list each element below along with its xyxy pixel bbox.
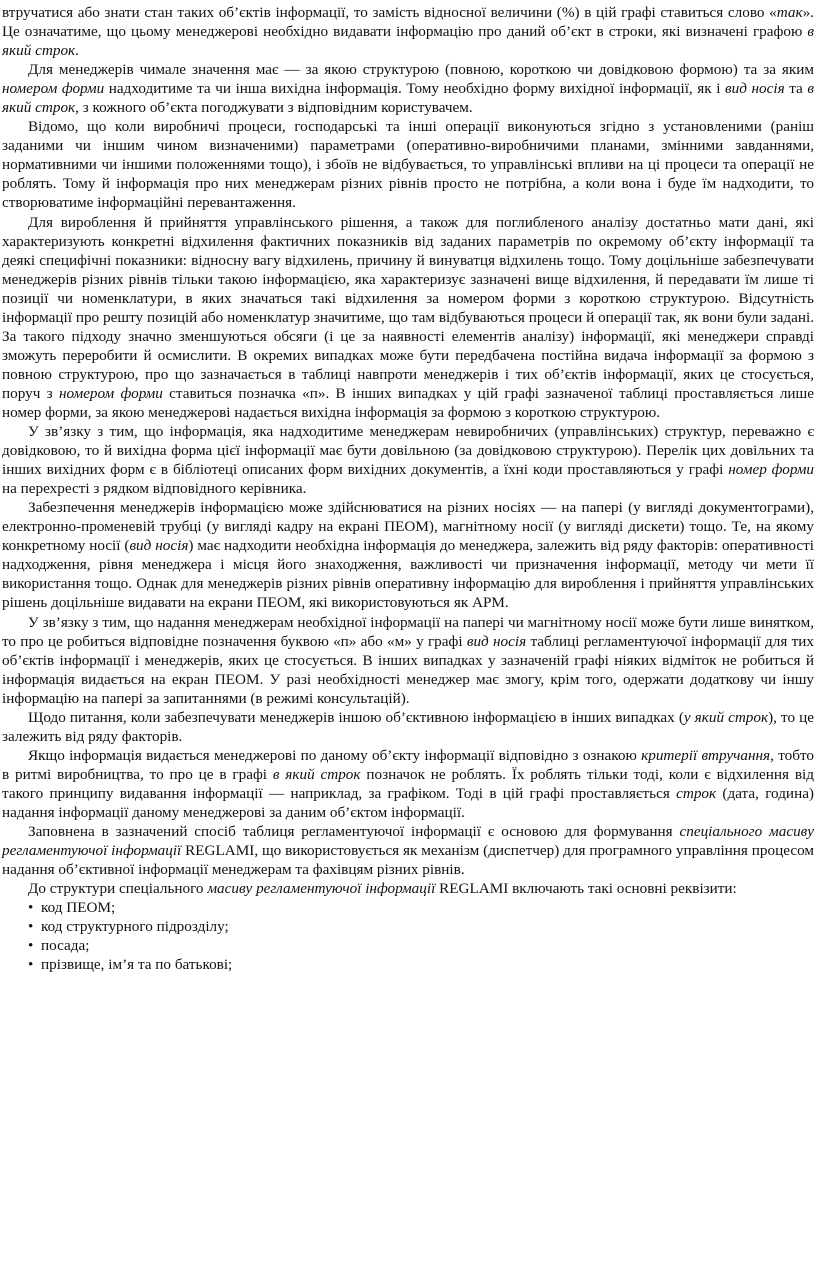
paragraph bbox=[2, 613, 814, 708]
text-run: на перехресті з рядком відповідного керівника. bbox=[2, 480, 307, 498]
paragraph bbox=[2, 879, 814, 898]
italic-term: вид носія bbox=[725, 80, 785, 98]
text-run: Відомо, що коли виробничі процеси, господарські та інші операції виконуються згідно з установленими (раніш заданими чи іншим чином визначеними) параметрами (оперативно-виробничими планами, змінними завданнями, нормативними чи іншими положеннями тощо), і збоїв не відбувається, то управлінські впливи на ці процеси та операції не роблять. Тому й інформація про них менеджерам різних рівнів просто не потрібна, а коли вона і буде їм надходити, то створюватиме інформаційні перевантаження. bbox=[2, 118, 814, 212]
text-run: ». Це означатиме, що цьому менеджерові необхідно видавати інформацію про даний об’єкт в строки, які визначені графою bbox=[2, 4, 814, 41]
list-item: • прізвище, ім’я та по батькові; bbox=[28, 955, 814, 974]
text-run: REGLAMI включають такі основні реквізити: bbox=[435, 880, 737, 898]
italic-term: вид носія bbox=[466, 632, 527, 650]
paragraph bbox=[2, 60, 814, 117]
italic-term: у який строк bbox=[683, 708, 769, 726]
italic-term: критерії втручання bbox=[641, 746, 771, 764]
text-run: (дата, година) надання інформації даному менеджерові за даним об’єктом інформації. bbox=[2, 784, 814, 821]
text-run: позначок не роблять. Їх роблять тільки тоді, коли є відхилення від такого принципу видавання інформації — наприклад, за графіком. Тоді в цій графі проставляється bbox=[2, 765, 814, 802]
text-run: Забезпечення менеджерів інформацією може здійснюватися на різних носіях — на папері (у вигляді документограми), електронно-променевій трубці (у вигляді кадру на екрані ПЕОМ), магнітному носії (у вигляді дискети) тощо. Те, на якому конкретному носії ( bbox=[2, 499, 814, 555]
text-run: ) має надходити необхідна інформація до менеджера, залежить від ряду факторів: оперативності надходження, рівня менеджера і місця його знаходження, важливості чи призначення інформації, методу чи мети її використання тощо. Однак для менеджерів різних рівнів оперативну інформацію для вироблення і прийняття управлінських рішень доцільніше видавати на екрани ПЕОМ, які використовуються як АРМ. bbox=[2, 537, 814, 612]
text-run: Для вироблення й прийняття управлінського рішення, а також для поглибленого аналізу достатньо мати дані, які характеризують конкретні відхилення фактичних показників від заданих параметрів по окремому об’єкту інформації та деякі специфічні показники: відносну вагу відхилень, причину й винуватця відхилень тощо. Тому доцільніше забезпечувати менеджерів різних рівнів тільки такою інформацією, яка характеризує зазначені вище відхилення, й передавати їм лише ті позиції чи номенклатури, в яких значаться такі відхилення за номером форми з короткою структурою. Відсутність інформації про решту позицій або номенклатур значитиме, що там відбуваються процеси й операції так, як вони були задані. За такого підходу значно зменшуються обсяги (і це за наявності елементів аналізу) інформації, які менеджери справді зможуть переробити й осмислити. В окремих випадках може бути передбачена постійна видача інформації за формою з повною структурою, про що зазначається в таблиці навпроти менеджерів і тих об’єктів інформації, яких це стосується, поруч з bbox=[2, 213, 814, 402]
requisites-list bbox=[2, 898, 814, 974]
list-item: • посада; bbox=[28, 936, 814, 955]
paragraph bbox=[2, 822, 814, 879]
text-run: , з кожного об’єкта погоджувати з відповідним користувачем. bbox=[75, 99, 473, 117]
paragraph bbox=[2, 117, 814, 212]
paragraph bbox=[2, 708, 814, 746]
list-item: • код структурного підрозділу; bbox=[28, 917, 814, 936]
paragraph bbox=[2, 3, 814, 60]
paragraph bbox=[2, 498, 814, 612]
text-run: таблиці регламентуючої інформації для тих об’єктів інформації і менеджерів, яких це стосується. В інших випадках у зазначеній графі ніяких відміток не робиться й інформація видається на екран ПЕОМ. У разі необхідності менеджер має змогу, крім того, одержати додаткову чи іншу інформацію на папері за запитаннями (в режимі консультацій). bbox=[2, 632, 814, 707]
text-run: У зв’язку з тим, що інформація, яка надходитиме менеджерам невиробничих (управлінських) структур, переважно є довідковою, то й вихідна форма цієї інформації має бути довільною (за довідковою структурою). Перелік цих довільних та інших вихідних форм є в бібліотеці описаних форм вихідних документів, а їхні коди проставляються у графі bbox=[2, 423, 814, 479]
paragraph bbox=[2, 746, 814, 822]
italic-term: номером форми bbox=[2, 80, 105, 98]
text-run: Якщо інформація видається менеджерові по даному об’єкту інформації відповідно з ознакою bbox=[28, 746, 642, 764]
text-run: У зв’язку з тим, що надання менеджерам необхідної інформації на папері чи магнітному носії може бути лише винятком, то про це робиться відповідне позначення буквою «п» або «м» у графі bbox=[2, 613, 814, 650]
italic-term: в який строк bbox=[2, 23, 814, 60]
text-run: втручатися або знати стан таких об’єктів інформації, то замість відносної величини (%) в цій графі ставиться слово « bbox=[2, 4, 777, 21]
text-run: REGLAMI, що використовується як механізм (диспетчер) для програмного управління процесом надання об’єктивної інформації менеджерам та фахівцям різних рівнів. bbox=[2, 842, 814, 879]
text-run: Для менеджерів чимале значення має — за якою структурою (повною, короткою чи довідковою формою) та за яким bbox=[28, 61, 814, 79]
italic-term: номером форми bbox=[58, 384, 163, 402]
italic-term: так bbox=[776, 4, 803, 21]
text-run: та bbox=[784, 80, 808, 98]
list-item: • код ПЕОМ; bbox=[28, 898, 814, 917]
text-run: Щодо питання, коли забезпечувати менеджерів іншою об’єктивною інформацією в інших випадках ( bbox=[28, 708, 684, 726]
italic-term: номер форми bbox=[728, 461, 814, 479]
text-run: . bbox=[75, 42, 79, 60]
italic-term: в який строк bbox=[2, 80, 814, 117]
document-body bbox=[2, 3, 814, 898]
italic-term: строк bbox=[676, 784, 717, 802]
text-run: Заповнена в зазначений спосіб таблиця регламентуючої інформації є основою для формування bbox=[28, 823, 680, 841]
text-run: ), то це залежить від ряду факторів. bbox=[2, 708, 814, 745]
italic-term: масиву регламентуючої інформації bbox=[207, 880, 436, 898]
italic-term: в який строк bbox=[272, 765, 361, 783]
italic-term: спеціального масиву регламентуючої інформації bbox=[2, 823, 814, 860]
text-run: надходитиме та чи інша вихідна інформація. Тому необхідно форму вихідної інформації, як і bbox=[104, 80, 726, 98]
text-run: До структури спеціального bbox=[28, 880, 208, 898]
paragraph bbox=[2, 422, 814, 498]
text-run: ставиться позначка «п». В інших випадках у цій графі зазначеної таблиці проставляється лише номер форми, за якою менеджерові надається вихідна інформація за формою з короткою структурою. bbox=[2, 384, 814, 421]
italic-term: вид носія bbox=[129, 537, 189, 555]
text-run: , тобто в ритмі виробництва, то про це в графі bbox=[2, 746, 814, 783]
paragraph bbox=[2, 213, 814, 423]
